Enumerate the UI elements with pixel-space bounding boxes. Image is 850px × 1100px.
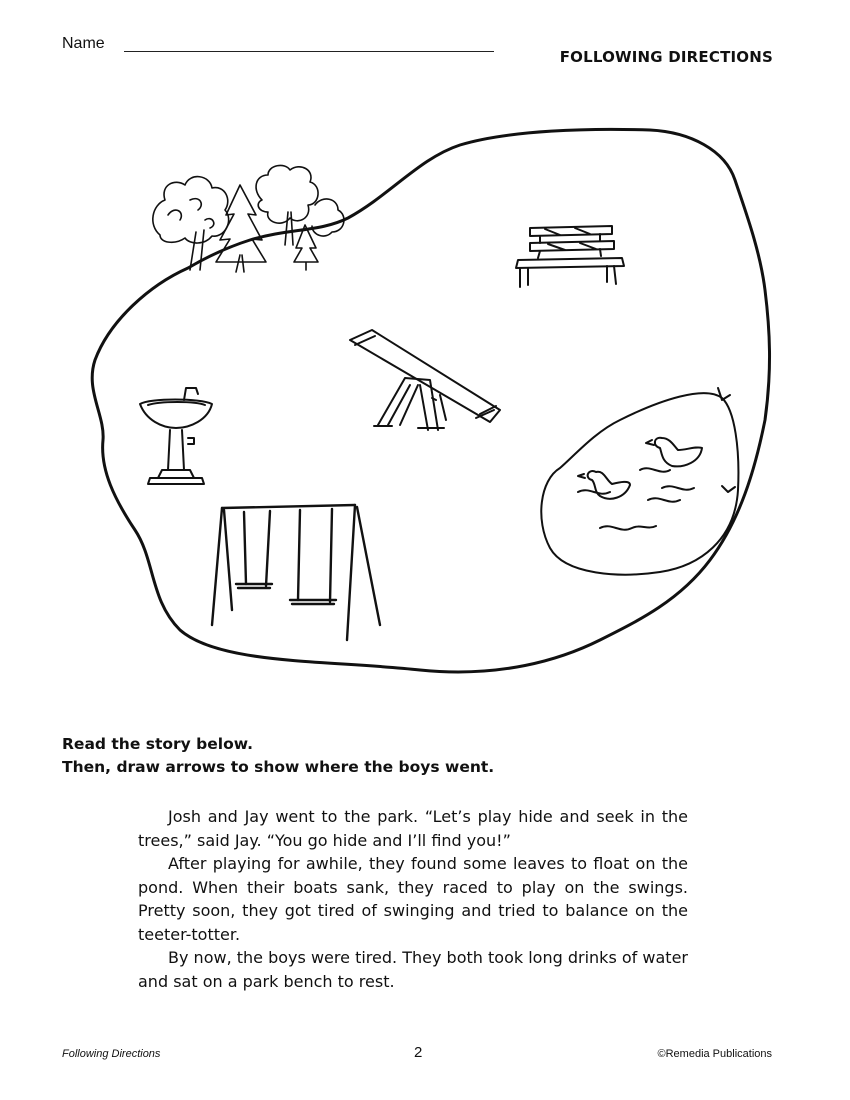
footer-book-title: Following Directions: [62, 1048, 161, 1060]
story-paragraph: Josh and Jay went to the park. “Let’s play hide and seek in the trees,” said Jay. “You go hide and I’ll find you!”: [138, 807, 688, 850]
story-text: [138, 805, 688, 993]
name-label: Name: [62, 35, 105, 52]
story-paragraph: After playing for awhile, they found some leaves to float on the pond. When their boats sank, they raced to play on the swings. Pretty soon, they got tired of swinging and tried to balance on the teeter-totter.: [138, 854, 688, 944]
worksheet-title: FOLLOWING DIRECTIONS: [559, 48, 773, 66]
page-number: 2: [414, 1044, 423, 1061]
footer-publisher: ©Remedia Publications: [657, 1048, 772, 1060]
teeter-totter-icon: [350, 330, 500, 430]
story-paragraph: By now, the boys were tired. They both took long drinks of water and sat on a park bench to rest.: [138, 948, 688, 991]
instructions-line-2: Then, draw arrows to show where the boys went.: [62, 758, 495, 776]
park-bench-icon: [516, 226, 624, 287]
swing-set-icon: [212, 505, 380, 640]
instructions-line-1: Read the story below.: [62, 735, 253, 753]
instructions: [62, 733, 494, 779]
water-fountain-icon: [140, 388, 212, 484]
trees-icon: [153, 165, 344, 272]
pond-with-ducks-icon: [541, 388, 738, 575]
